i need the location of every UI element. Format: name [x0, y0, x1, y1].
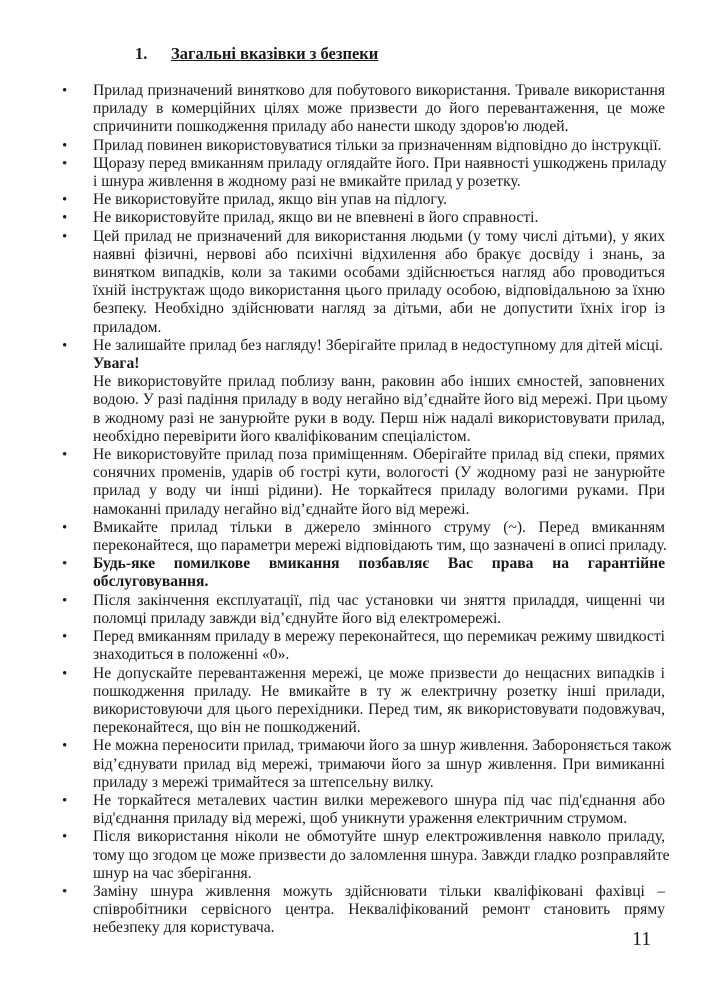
list-item: [58, 209, 665, 227]
text-line: в жодному разі не занурюйте руки в воду. Перш ніж надалі використовувати прилад,: [93, 409, 665, 427]
text-line: від'єднання приладу від мережі, щоб уникнути ураження електричним струмом.: [93, 810, 628, 828]
text-line: безпеку. Необхідно здійснювати нагляд за дітьми, аби не допустити їхніх ігор із: [93, 300, 665, 318]
text-line: намоканні приладу негайно від’єднайте його від мережі.: [93, 500, 470, 518]
bullet-icon: •: [62, 137, 68, 154]
list-item: [58, 883, 665, 938]
text-line: Щоразу перед вмиканням приладу оглядайте його. При наявності ушкоджень приладу: [93, 154, 667, 172]
text-line: Прилад призначений винятково для побутового використання. Тривале використання: [93, 82, 665, 99]
text-line: тому що згодом це може призвести до заломлення шнура. Завжди гладко розправляйте: [93, 846, 670, 864]
text-line: наявні фізичні, нервові або психічні відхилення або бракує досвіду і знань, за: [93, 245, 665, 263]
text-line: Вмикайте прилад тільки в джерело змінного струму (~). Перед вмиканням: [93, 518, 665, 536]
list-item: [58, 555, 665, 591]
list-item: [58, 191, 665, 209]
bullet-icon: •: [62, 629, 68, 646]
bullet-icon: •: [62, 447, 68, 464]
section-heading: [135, 44, 378, 64]
list-item: [58, 828, 670, 883]
text-line: прилад у воду чи інші рідини). Не торкайтеся приладу вологими руками. При: [93, 482, 665, 500]
list-item: [58, 737, 672, 792]
bullet-icon: •: [62, 883, 68, 900]
text-line: Будь-яке помилкове вмикання позбавляє Вас права на гарантійне: [93, 555, 665, 573]
text-line: необхідно перевірити його кваліфікованим спеціалістом.: [93, 427, 471, 445]
text-line: Не торкайтеся металевих частин вилки мережевого шнура під час під'єднання або: [93, 791, 665, 809]
text-line: Не використовуйте прилад, якщо ви не впевнені в його справності.: [93, 209, 539, 227]
list-item: [58, 137, 665, 155]
safety-instructions-list: [58, 82, 672, 938]
text-line: приладу в комерційних цілях може призвести до його перевантаження, це може: [93, 100, 665, 118]
bullet-icon: •: [62, 665, 68, 682]
bullet-icon: •: [62, 83, 68, 99]
text-line: від’єднувати прилад від мережі, тримаючи його за шнур живлення. При вимиканні: [93, 755, 665, 773]
text-line: переконайтеся, що він не пошкоджений.: [93, 719, 361, 737]
text-line: приладом.: [93, 318, 162, 336]
bullet-icon: •: [62, 829, 68, 846]
bullet-icon: •: [62, 556, 68, 573]
text-line: шнур на час зберігання.: [93, 864, 252, 882]
text-line: Перед вмиканням приладу в мережу переконайтеся, що перемикач режиму швидкості: [93, 628, 665, 646]
bullet-icon: •: [62, 738, 68, 755]
bullet-icon: •: [62, 337, 68, 354]
text-line: приладу з мережі тримайтеся за штепсельну вилку.: [93, 773, 434, 791]
text-line: Не можна переносити прилад, тримаючи його за шнур живлення. Забороняється також: [93, 737, 672, 755]
text-line: співробітники сервісного центра. Некваліфікований ремонт становить пряму: [93, 901, 665, 919]
text-line: водою. У разі падіння приладу в воду негайно від’єднайте його від мережі. При цьому: [93, 391, 668, 409]
text-line: Після закінчення експлуатації, під час установки чи зняття приладдя, чищенні чи: [93, 591, 665, 609]
text-line: Не використовуйте прилад поблизу ванн, раковин або інших ємностей, заповнених: [93, 373, 665, 391]
bullet-icon: •: [62, 519, 68, 536]
text-line: Прилад повинен використовуватися тільки за призначенням відповідно до інструкції.: [93, 136, 662, 154]
text-line: поломці приладу завжди від’єднуйте його від електромережі.: [93, 609, 502, 627]
list-item: [58, 628, 665, 664]
page-number: 11: [632, 928, 652, 950]
text-line: Не залишайте прилад без нагляду! Зберігайте прилад в недоступному для дітей місці.: [93, 336, 664, 354]
bullet-icon: •: [62, 592, 68, 609]
list-item: [58, 228, 665, 337]
list-item: [58, 336, 668, 446]
text-line: сонячних променів, ударів об гострі кути, вологості (У жодному разі не занурюйте: [93, 464, 665, 482]
list-item: [58, 665, 665, 738]
list-item: [58, 446, 665, 519]
text-line: Увага!: [93, 355, 140, 373]
text-line: переконайтеся, що параметри мережі відповідають тим, що зазначені в описі приладу.: [93, 537, 667, 555]
list-item: [58, 519, 665, 555]
section-title: Загальні вказівки з безпеки: [171, 44, 379, 63]
text-line: знаходиться в положенні «0».: [93, 646, 290, 664]
list-item: [58, 792, 665, 828]
bullet-icon: •: [62, 155, 68, 172]
bullet-icon: •: [62, 792, 68, 809]
text-line: винятком випадків, коли за такими особами здійснюється нагляд або проводиться: [93, 264, 665, 282]
list-item: [58, 592, 665, 628]
text-line: використовуючи для цього перехідники. Перед тим, як використовувати подовжувач,: [93, 700, 665, 718]
text-line: пошкодження приладу. Не вмикайте в ту ж електричну розетку інші прилади,: [93, 682, 665, 700]
text-line: їхній інструктаж щодо використання цього приладу особою, відповідальною за їхню: [93, 282, 665, 300]
text-line: небезпеку для користувача.: [93, 919, 275, 937]
text-line: і шнура живлення в жодному разі не вмикайте прилад у розетку.: [93, 173, 521, 191]
text-line: Не використовуйте прилад поза приміщенням. Оберігайте прилад від спеки, прямих: [93, 446, 665, 464]
list-item: [58, 82, 665, 137]
text-line: спричинити пошкодження приладу або нанести шкоду здоров'ю людей.: [93, 118, 569, 136]
bullet-icon: •: [62, 228, 68, 245]
text-line: Цей прилад не призначений для використання людьми (у тому числі дітьми), у яких: [93, 227, 665, 245]
bullet-icon: •: [62, 192, 68, 209]
section-number: 1.: [135, 44, 148, 63]
bullet-icon: •: [62, 210, 68, 227]
text-line: Заміну шнура живлення можуть здійснювати тільки кваліфіковані фахівці –: [93, 882, 665, 900]
text-line: Не використовуйте прилад, якщо він упав на підлогу.: [93, 191, 447, 209]
text-line: Не допускайте перевантаження мережі, це може призвести до нещасних випадків і: [93, 664, 665, 682]
text-line: Після використання ніколи не обмотуйте шнур електроживлення навколо приладу,: [93, 828, 665, 846]
text-line: обслуговування.: [93, 573, 209, 591]
list-item: [58, 155, 665, 191]
